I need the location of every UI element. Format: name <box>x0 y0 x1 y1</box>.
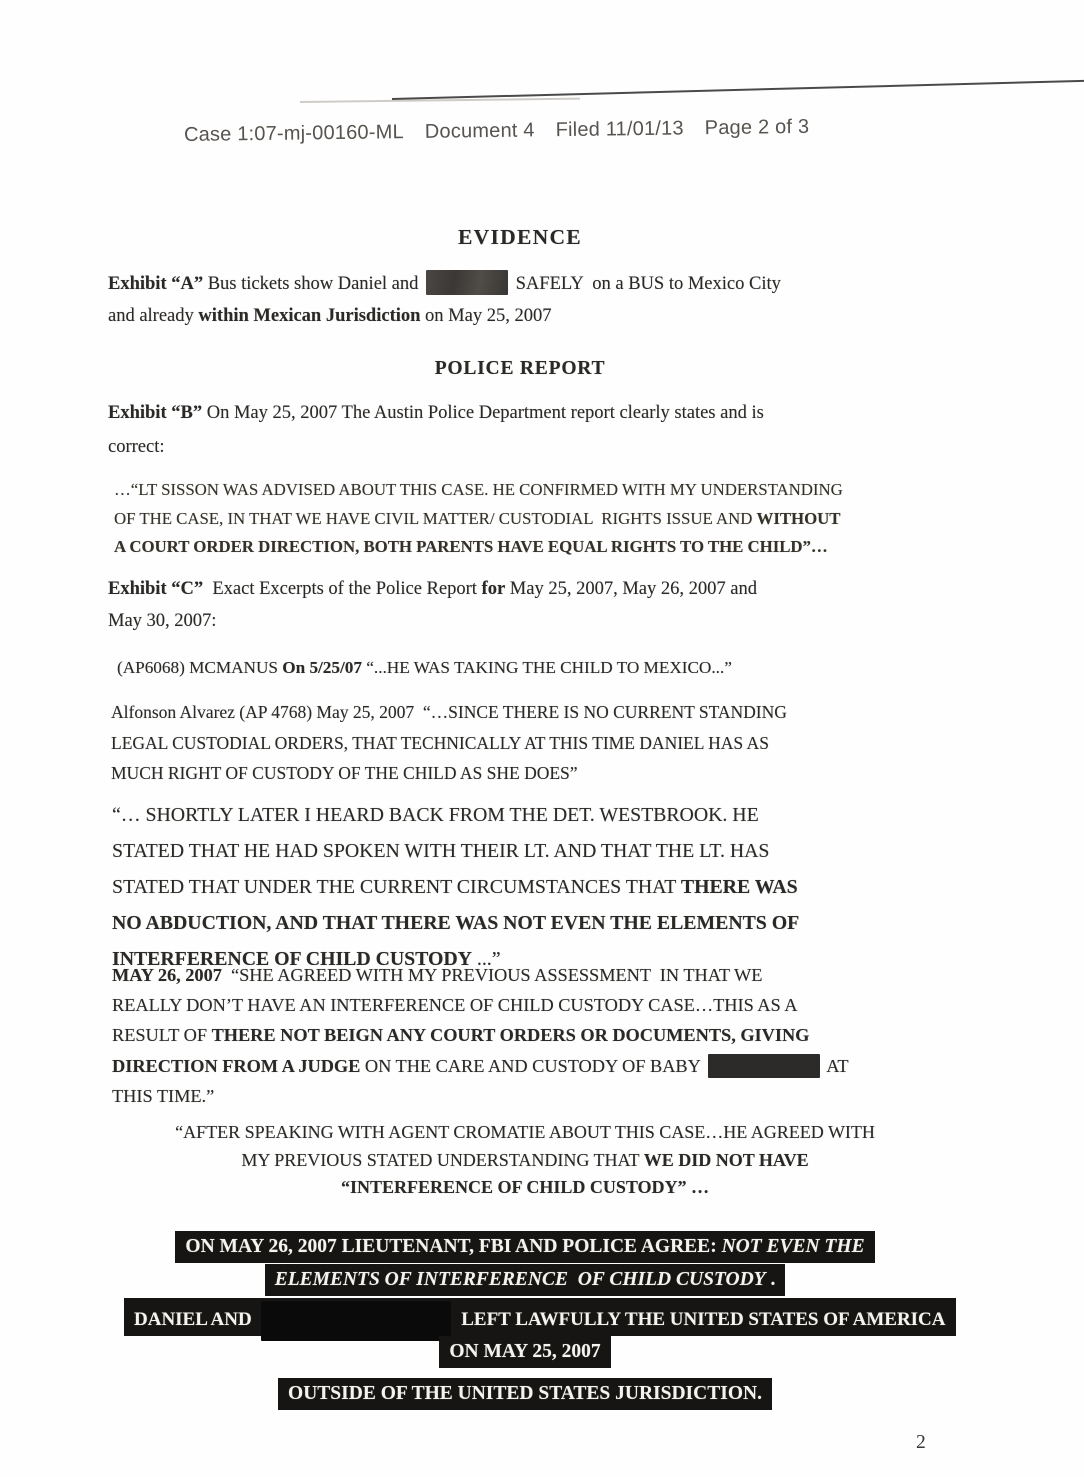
text-segment: DANIEL AND <box>134 1309 257 1330</box>
text-segment: OUTSIDE OF THE UNITED STATES JURISDICTION. <box>288 1383 762 1404</box>
text-segment: ON MAY 25, 2007 <box>449 1341 601 1362</box>
page-number: 2 <box>916 1432 926 1453</box>
may-26-quote-paragraph <box>112 960 962 1111</box>
highlight-agree-row-2 <box>110 1264 940 1296</box>
highlight-lawfully-row <box>124 1298 956 1336</box>
text-segment: ELEMENTS OF INTERFERENCE OF CHILD CUSTODY <box>274 1269 766 1290</box>
text-segment: DIRECTION FROM A JUDGE <box>112 1055 361 1076</box>
text-segment: and already <box>108 306 199 326</box>
text-segment: Bus tickets show Daniel and <box>203 274 424 294</box>
text-segment: STATED THAT HE HAD SPOKEN WITH THEIR LT. AND THAT THE LT. HAS <box>112 840 770 862</box>
redaction-box <box>708 1054 820 1078</box>
text-segment: “SHE AGREED WITH MY PREVIOUS ASSESSMENT IN THAT WE <box>221 965 763 985</box>
page-indicator: Page 2 of 3 <box>704 115 810 140</box>
text-segment: INTERFERENCE OF CHILD CUSTODY <box>112 948 472 970</box>
text-segment: LEGAL CUSTODIAL ORDERS, THAT TECHNICALLY AT THIS TIME DANIEL HAS AS <box>111 732 769 753</box>
highlight-agree-row-1 <box>110 1231 940 1263</box>
text-segment: for <box>481 579 506 599</box>
text-segment: Alfonson Alvarez (AP 4768) May 25, 2007 “…SINCE THERE IS NO CURRENT STANDING <box>111 702 787 722</box>
text-segment: MAY 26, 2007 <box>112 965 222 985</box>
text-segment: REALLY DON’T HAVE AN INTERFERENCE OF CHILD CUSTODY CASE…THIS AS A <box>112 995 798 1016</box>
text-segment: ON THE CARE AND CUSTODY OF BABY <box>360 1055 705 1076</box>
cromatie-quote-paragraph <box>110 1119 940 1202</box>
text-segment: Exhibit “A” <box>108 274 204 294</box>
text-segment: MY PREVIOUS STATED UNDERSTANDING THAT <box>241 1149 644 1170</box>
text-segment: “INTERFERENCE OF CHILD CUSTODY” … <box>340 1177 710 1197</box>
text-segment: May 25, 2007, May 26, 2007 and <box>505 579 757 599</box>
exhibit-b-paragraph <box>108 396 948 464</box>
text-segment: STATED THAT UNDER THE CURRENT CIRCUMSTANCES THAT <box>112 876 681 898</box>
text-segment: …“LT SISSON WAS ADVISED ABOUT THIS CASE. HE CONFIRMED WITH MY UNDERSTANDING <box>114 480 843 499</box>
highlight-date-line <box>439 1336 610 1368</box>
highlight-agree-line-1 <box>175 1231 874 1263</box>
text-segment: OF THE CASE, IN THAT WE HAVE CIVIL MATTER/ CUSTODIAL RIGHTS ISSUE AND <box>114 508 757 528</box>
text-segment: ON MAY 26, 2007 LIEUTENANT, FBI AND POLICE AGREE: <box>185 1236 722 1257</box>
highlight-outside-jurisdiction-line <box>278 1378 772 1410</box>
exhibit-a-paragraph <box>108 268 948 332</box>
mcmanus-excerpt-line <box>117 652 967 684</box>
case-number: Case 1:07-mj-00160-ML <box>183 121 404 146</box>
highlight-agree-line-2 <box>265 1264 786 1296</box>
text-segment: . <box>765 1269 776 1290</box>
alvarez-quote-paragraph <box>111 697 961 789</box>
text-segment: AT <box>822 1055 849 1076</box>
redaction-box <box>261 1301 451 1341</box>
police-report-heading: POLICE REPORT <box>434 358 606 379</box>
text-segment: SAFELY on a BUS to Mexico City <box>511 274 781 294</box>
text-segment: correct: <box>108 437 165 457</box>
text-segment: Exact Excerpts of the Police Report <box>203 579 482 599</box>
text-segment: (AP6068) MCMANUS <box>117 658 283 677</box>
document-title: EVIDENCE <box>458 225 582 249</box>
text-segment: Exhibit “C” <box>108 579 204 599</box>
redaction-box <box>426 270 508 295</box>
filed-date: Filed 11/01/13 <box>555 117 684 142</box>
document-number: Document 4 <box>424 119 535 143</box>
text-segment: THERE WAS <box>680 876 798 898</box>
text-segment: MUCH RIGHT OF CUSTODY OF THE CHILD AS SHE DOES” <box>111 763 578 783</box>
text-segment: A COURT ORDER DIRECTION, BOTH PARENTS HAVE EQUAL RIGHTS TO THE CHILD”… <box>114 537 828 556</box>
text-segment: “...HE WAS TAKING THE CHILD TO MEXICO...” <box>361 658 732 677</box>
text-segment: ...” <box>471 948 501 970</box>
case-stamp-header <box>184 116 810 147</box>
text-segment: May 30, 2007: <box>108 611 217 631</box>
text-segment: Exhibit “B” <box>108 403 203 423</box>
text-segment: On 5/25/07 <box>282 658 362 677</box>
highlight-outside-jurisdiction-row <box>110 1378 940 1410</box>
text-segment: THERE NOT BEIGN ANY COURT ORDERS OR DOCUMENTS, GIVING <box>211 1025 810 1046</box>
text-segment: “AFTER SPEAKING WITH AGENT CROMATIE ABOUT THIS CASE…HE AGREED WITH <box>175 1122 875 1142</box>
highlight-lawfully-line <box>124 1298 956 1336</box>
text-segment: RESULT OF <box>112 1025 212 1046</box>
scan-artifact-line <box>392 80 1084 100</box>
sisson-quote-paragraph <box>114 476 964 562</box>
westbrook-quote-paragraph <box>112 797 962 977</box>
text-segment: “… SHORTLY LATER I HEARD BACK FROM THE DET. WESTBROOK. HE <box>112 804 759 826</box>
exhibit-c-paragraph <box>108 573 948 637</box>
text-segment: on May 25, 2007 <box>420 306 552 326</box>
text-segment: LEFT LAWFULLY THE UNITED STATES OF AMERICA <box>456 1309 946 1330</box>
text-segment: On May 25, 2007 The Austin Police Department report clearly states and is <box>202 403 764 423</box>
text-segment: NOT EVEN THE <box>721 1236 865 1257</box>
text-segment: THIS TIME.” <box>112 1085 215 1106</box>
text-segment: WE DID NOT HAVE <box>643 1149 809 1170</box>
text-segment: within Mexican Jurisdiction <box>198 306 421 326</box>
text-segment: NO ABDUCTION, AND THAT THERE WAS NOT EVEN THE ELEMENTS OF <box>112 912 800 934</box>
text-segment: WITHOUT <box>756 508 841 528</box>
highlight-date-row <box>110 1336 940 1368</box>
